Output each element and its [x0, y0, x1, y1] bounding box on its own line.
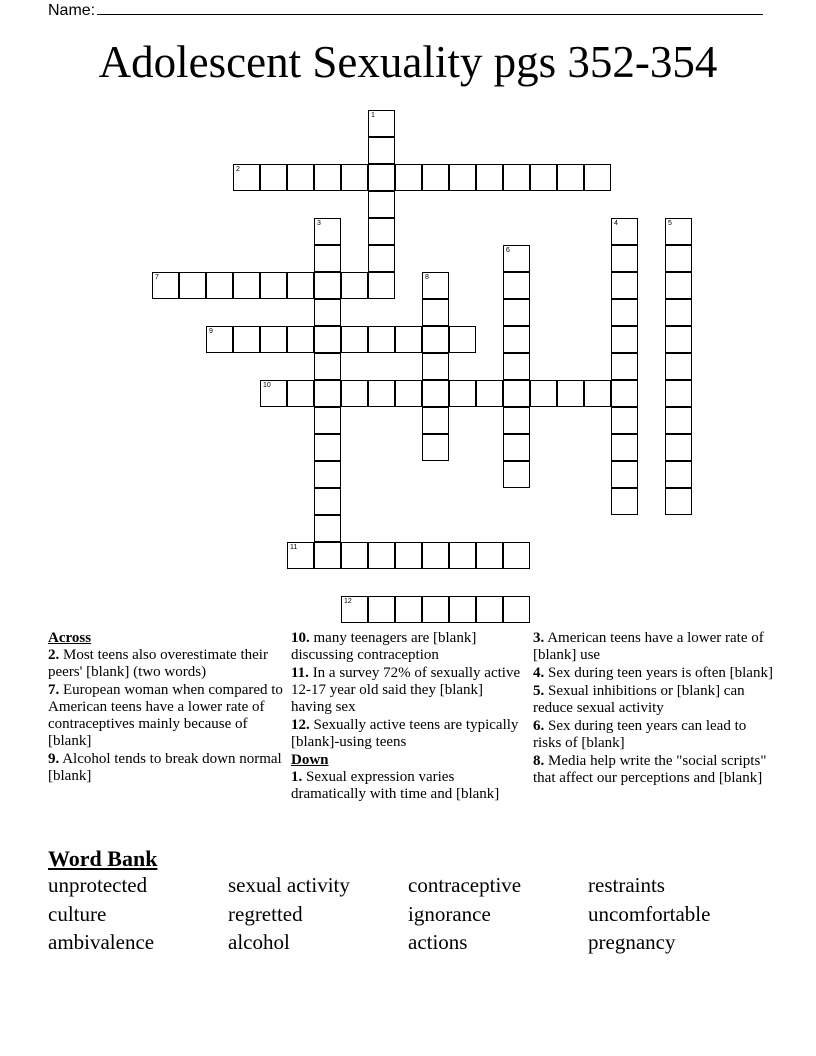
- crossword-cell[interactable]: [503, 299, 530, 326]
- crossword-cell[interactable]: [260, 326, 287, 353]
- crossword-cell[interactable]: [476, 596, 503, 623]
- crossword-cell[interactable]: [665, 326, 692, 353]
- crossword-cell[interactable]: [503, 326, 530, 353]
- crossword-cell[interactable]: [395, 596, 422, 623]
- crossword-cell[interactable]: [233, 164, 260, 191]
- crossword-cell[interactable]: [314, 380, 341, 407]
- clue-number: 9: [209, 328, 213, 335]
- crossword-cell[interactable]: [422, 326, 449, 353]
- clue-down-4: 4. Sex during teen years is often [blank]: [533, 665, 773, 681]
- crossword-cell[interactable]: [665, 488, 692, 515]
- crossword-cell[interactable]: [530, 164, 557, 191]
- crossword-cell[interactable]: [422, 407, 449, 434]
- word-bank-item: uncomfortable: [588, 902, 711, 926]
- crossword-cell[interactable]: [341, 596, 368, 623]
- crossword-cell[interactable]: [341, 542, 368, 569]
- crossword-cell[interactable]: [368, 191, 395, 218]
- crossword-cell[interactable]: [314, 515, 341, 542]
- crossword-cell[interactable]: [422, 380, 449, 407]
- crossword-cell[interactable]: [314, 542, 341, 569]
- crossword-cell[interactable]: [503, 272, 530, 299]
- crossword-cell[interactable]: [260, 164, 287, 191]
- crossword-cell[interactable]: [503, 353, 530, 380]
- word-bank-item: ignorance: [408, 902, 491, 926]
- crossword-cell[interactable]: [314, 218, 341, 245]
- crossword-cell[interactable]: [611, 245, 638, 272]
- name-field[interactable]: [48, 0, 763, 20]
- clue-number: 1: [371, 112, 375, 119]
- clue-number: 3: [317, 220, 321, 227]
- crossword-cell[interactable]: [530, 380, 557, 407]
- crossword-cell[interactable]: [557, 380, 584, 407]
- word-bank-title: Word Bank: [48, 846, 158, 871]
- crossword-cell[interactable]: [341, 272, 368, 299]
- crossword-cell[interactable]: [152, 272, 179, 299]
- crossword-cell[interactable]: [611, 326, 638, 353]
- clue-number: 11: [290, 544, 298, 551]
- crossword-cell[interactable]: [314, 434, 341, 461]
- crossword-cell[interactable]: [449, 380, 476, 407]
- crossword-cell[interactable]: [665, 434, 692, 461]
- crossword-cell[interactable]: [314, 245, 341, 272]
- word-bank-item: ambivalence: [48, 930, 155, 954]
- clue-down-5: 5. Sexual inhibitions or [blank] can reduce sexual activity: [533, 683, 745, 716]
- crossword-cell[interactable]: [449, 326, 476, 353]
- clue-down-3: 3. American teens have a lower rate of [blank] use: [533, 630, 764, 663]
- crossword-cell[interactable]: [611, 353, 638, 380]
- crossword-cell[interactable]: [611, 218, 638, 245]
- crossword-cell[interactable]: [368, 326, 395, 353]
- crossword-cell[interactable]: [584, 380, 611, 407]
- word-bank-item: pregnancy: [588, 930, 676, 954]
- crossword-cell[interactable]: [314, 299, 341, 326]
- crossword-cell[interactable]: [206, 272, 233, 299]
- crossword-cell[interactable]: [422, 353, 449, 380]
- crossword-cell[interactable]: [665, 218, 692, 245]
- crossword-cell[interactable]: [449, 164, 476, 191]
- crossword-cell[interactable]: [422, 299, 449, 326]
- crossword-cell[interactable]: [395, 380, 422, 407]
- word-bank-item: sexual activity: [228, 873, 350, 897]
- crossword-cell[interactable]: [476, 380, 503, 407]
- clue-across-10: 10. many teenagers are [blank] discussing contraception: [291, 630, 477, 663]
- crossword-cell[interactable]: [341, 380, 368, 407]
- clue-number: 5: [668, 220, 672, 227]
- crossword-cell[interactable]: [422, 164, 449, 191]
- crossword-cell[interactable]: [665, 380, 692, 407]
- crossword-cell[interactable]: [611, 299, 638, 326]
- crossword-cell[interactable]: [260, 272, 287, 299]
- crossword-cell[interactable]: [422, 272, 449, 299]
- clue-number: 10: [263, 382, 271, 389]
- down-heading: Down: [291, 752, 329, 768]
- clues-column-3: [533, 630, 773, 788]
- crossword-cell[interactable]: [611, 488, 638, 515]
- crossword-cell[interactable]: [665, 245, 692, 272]
- clue-down-1: 1. Sexual expression varies dramatically with time and [blank]: [291, 769, 500, 802]
- crossword-cell[interactable]: [314, 461, 341, 488]
- crossword-cell[interactable]: [503, 461, 530, 488]
- crossword-cell[interactable]: [665, 407, 692, 434]
- crossword-cell[interactable]: [422, 542, 449, 569]
- crossword-cell[interactable]: [206, 326, 233, 353]
- crossword-cell[interactable]: [503, 596, 530, 623]
- crossword-cell[interactable]: [368, 110, 395, 137]
- word-bank-item: actions: [408, 930, 468, 954]
- crossword-cell[interactable]: [665, 461, 692, 488]
- clue-number: 4: [614, 220, 618, 227]
- crossword-cell[interactable]: [314, 353, 341, 380]
- clue-across-7: 7. European woman when compared to American teens have a lower rate of contraceptives mainly because of [blank]: [48, 682, 283, 749]
- word-bank-item: culture: [48, 902, 107, 926]
- crossword-cell[interactable]: [368, 218, 395, 245]
- crossword-cell[interactable]: [368, 380, 395, 407]
- clue-down-6: 6. Sex during teen years can lead to risks of [blank]: [533, 718, 747, 751]
- crossword-cell[interactable]: [611, 272, 638, 299]
- clue-number: 12: [344, 598, 352, 605]
- clue-number: 2: [236, 166, 240, 173]
- name-blank-line[interactable]: [97, 0, 763, 15]
- crossword-cell[interactable]: [503, 542, 530, 569]
- crossword-cell[interactable]: [287, 380, 314, 407]
- page-title: Adolescent Sexuality pgs 352-354: [98, 37, 718, 87]
- crossword-cell[interactable]: [368, 137, 395, 164]
- crossword-cell[interactable]: [422, 596, 449, 623]
- crossword-cell[interactable]: [449, 542, 476, 569]
- crossword-cell[interactable]: [611, 407, 638, 434]
- crossword-cell[interactable]: [233, 326, 260, 353]
- clue-across-2: 2. Most teens also overestimate their peers' [blank] (two words): [48, 647, 268, 680]
- crossword-cell[interactable]: [503, 380, 530, 407]
- crossword-cell[interactable]: [287, 272, 314, 299]
- crossword-cell[interactable]: [665, 299, 692, 326]
- crossword-cell[interactable]: [476, 542, 503, 569]
- crossword-cell[interactable]: [287, 542, 314, 569]
- crossword-cell[interactable]: [503, 164, 530, 191]
- crossword-cell[interactable]: [611, 434, 638, 461]
- word-bank-item: contraceptive: [408, 873, 522, 897]
- crossword-cell[interactable]: [233, 272, 260, 299]
- crossword-cell[interactable]: [503, 434, 530, 461]
- across-heading: Across: [48, 630, 92, 646]
- crossword-cell[interactable]: [314, 488, 341, 515]
- clue-across-12: 12. Sexually active teens are typically [blank]-using teens: [291, 717, 519, 750]
- crossword-cell[interactable]: [611, 461, 638, 488]
- crossword-cell[interactable]: [503, 245, 530, 272]
- name-label: Name:: [48, 2, 96, 19]
- word-bank-item: regretted: [228, 902, 303, 926]
- crossword-cell[interactable]: [179, 272, 206, 299]
- crossword-cell[interactable]: [665, 272, 692, 299]
- crossword-cell[interactable]: [665, 353, 692, 380]
- crossword-cell[interactable]: [476, 164, 503, 191]
- clues-column-2: [291, 630, 521, 804]
- crossword-cell[interactable]: [341, 164, 368, 191]
- crossword-cell[interactable]: [368, 596, 395, 623]
- crossword-cell[interactable]: [287, 164, 314, 191]
- clue-down-8: 8. Media help write the "social scripts" that affect our perceptions and [blank]: [533, 753, 767, 786]
- word-bank-item: alcohol: [228, 930, 290, 954]
- word-bank-item: unprotected: [48, 873, 148, 897]
- crossword-cell[interactable]: [287, 326, 314, 353]
- crossword-cell[interactable]: [314, 272, 341, 299]
- crossword-cell[interactable]: [368, 245, 395, 272]
- crossword-cell[interactable]: [260, 380, 287, 407]
- crossword-cell[interactable]: [395, 164, 422, 191]
- clues-column-1: [48, 630, 284, 786]
- crossword-cell[interactable]: [368, 542, 395, 569]
- crossword-cell[interactable]: [314, 407, 341, 434]
- crossword-cell[interactable]: [449, 596, 476, 623]
- crossword-cell[interactable]: [368, 164, 395, 191]
- crossword-cell[interactable]: [314, 164, 341, 191]
- clue-number: 8: [425, 274, 429, 281]
- crossword-cell[interactable]: [395, 542, 422, 569]
- crossword-cell[interactable]: [503, 407, 530, 434]
- clue-number: 7: [155, 274, 159, 281]
- clue-across-11: 11. In a survey 72% of sexually active 12-17 year old said they [blank] having sex: [291, 665, 521, 715]
- crossword-cell[interactable]: [584, 164, 611, 191]
- crossword-cell[interactable]: [611, 380, 638, 407]
- word-bank-item: restraints: [588, 873, 665, 897]
- crossword-cell[interactable]: [557, 164, 584, 191]
- clue-number: 6: [506, 247, 510, 254]
- crossword-cell[interactable]: [314, 326, 341, 353]
- crossword-cell[interactable]: [395, 326, 422, 353]
- crossword-cell[interactable]: [368, 272, 395, 299]
- crossword-cell[interactable]: [341, 326, 368, 353]
- crossword-cell[interactable]: [422, 434, 449, 461]
- clue-across-9: 9. Alcohol tends to break down normal [blank]: [48, 751, 282, 784]
